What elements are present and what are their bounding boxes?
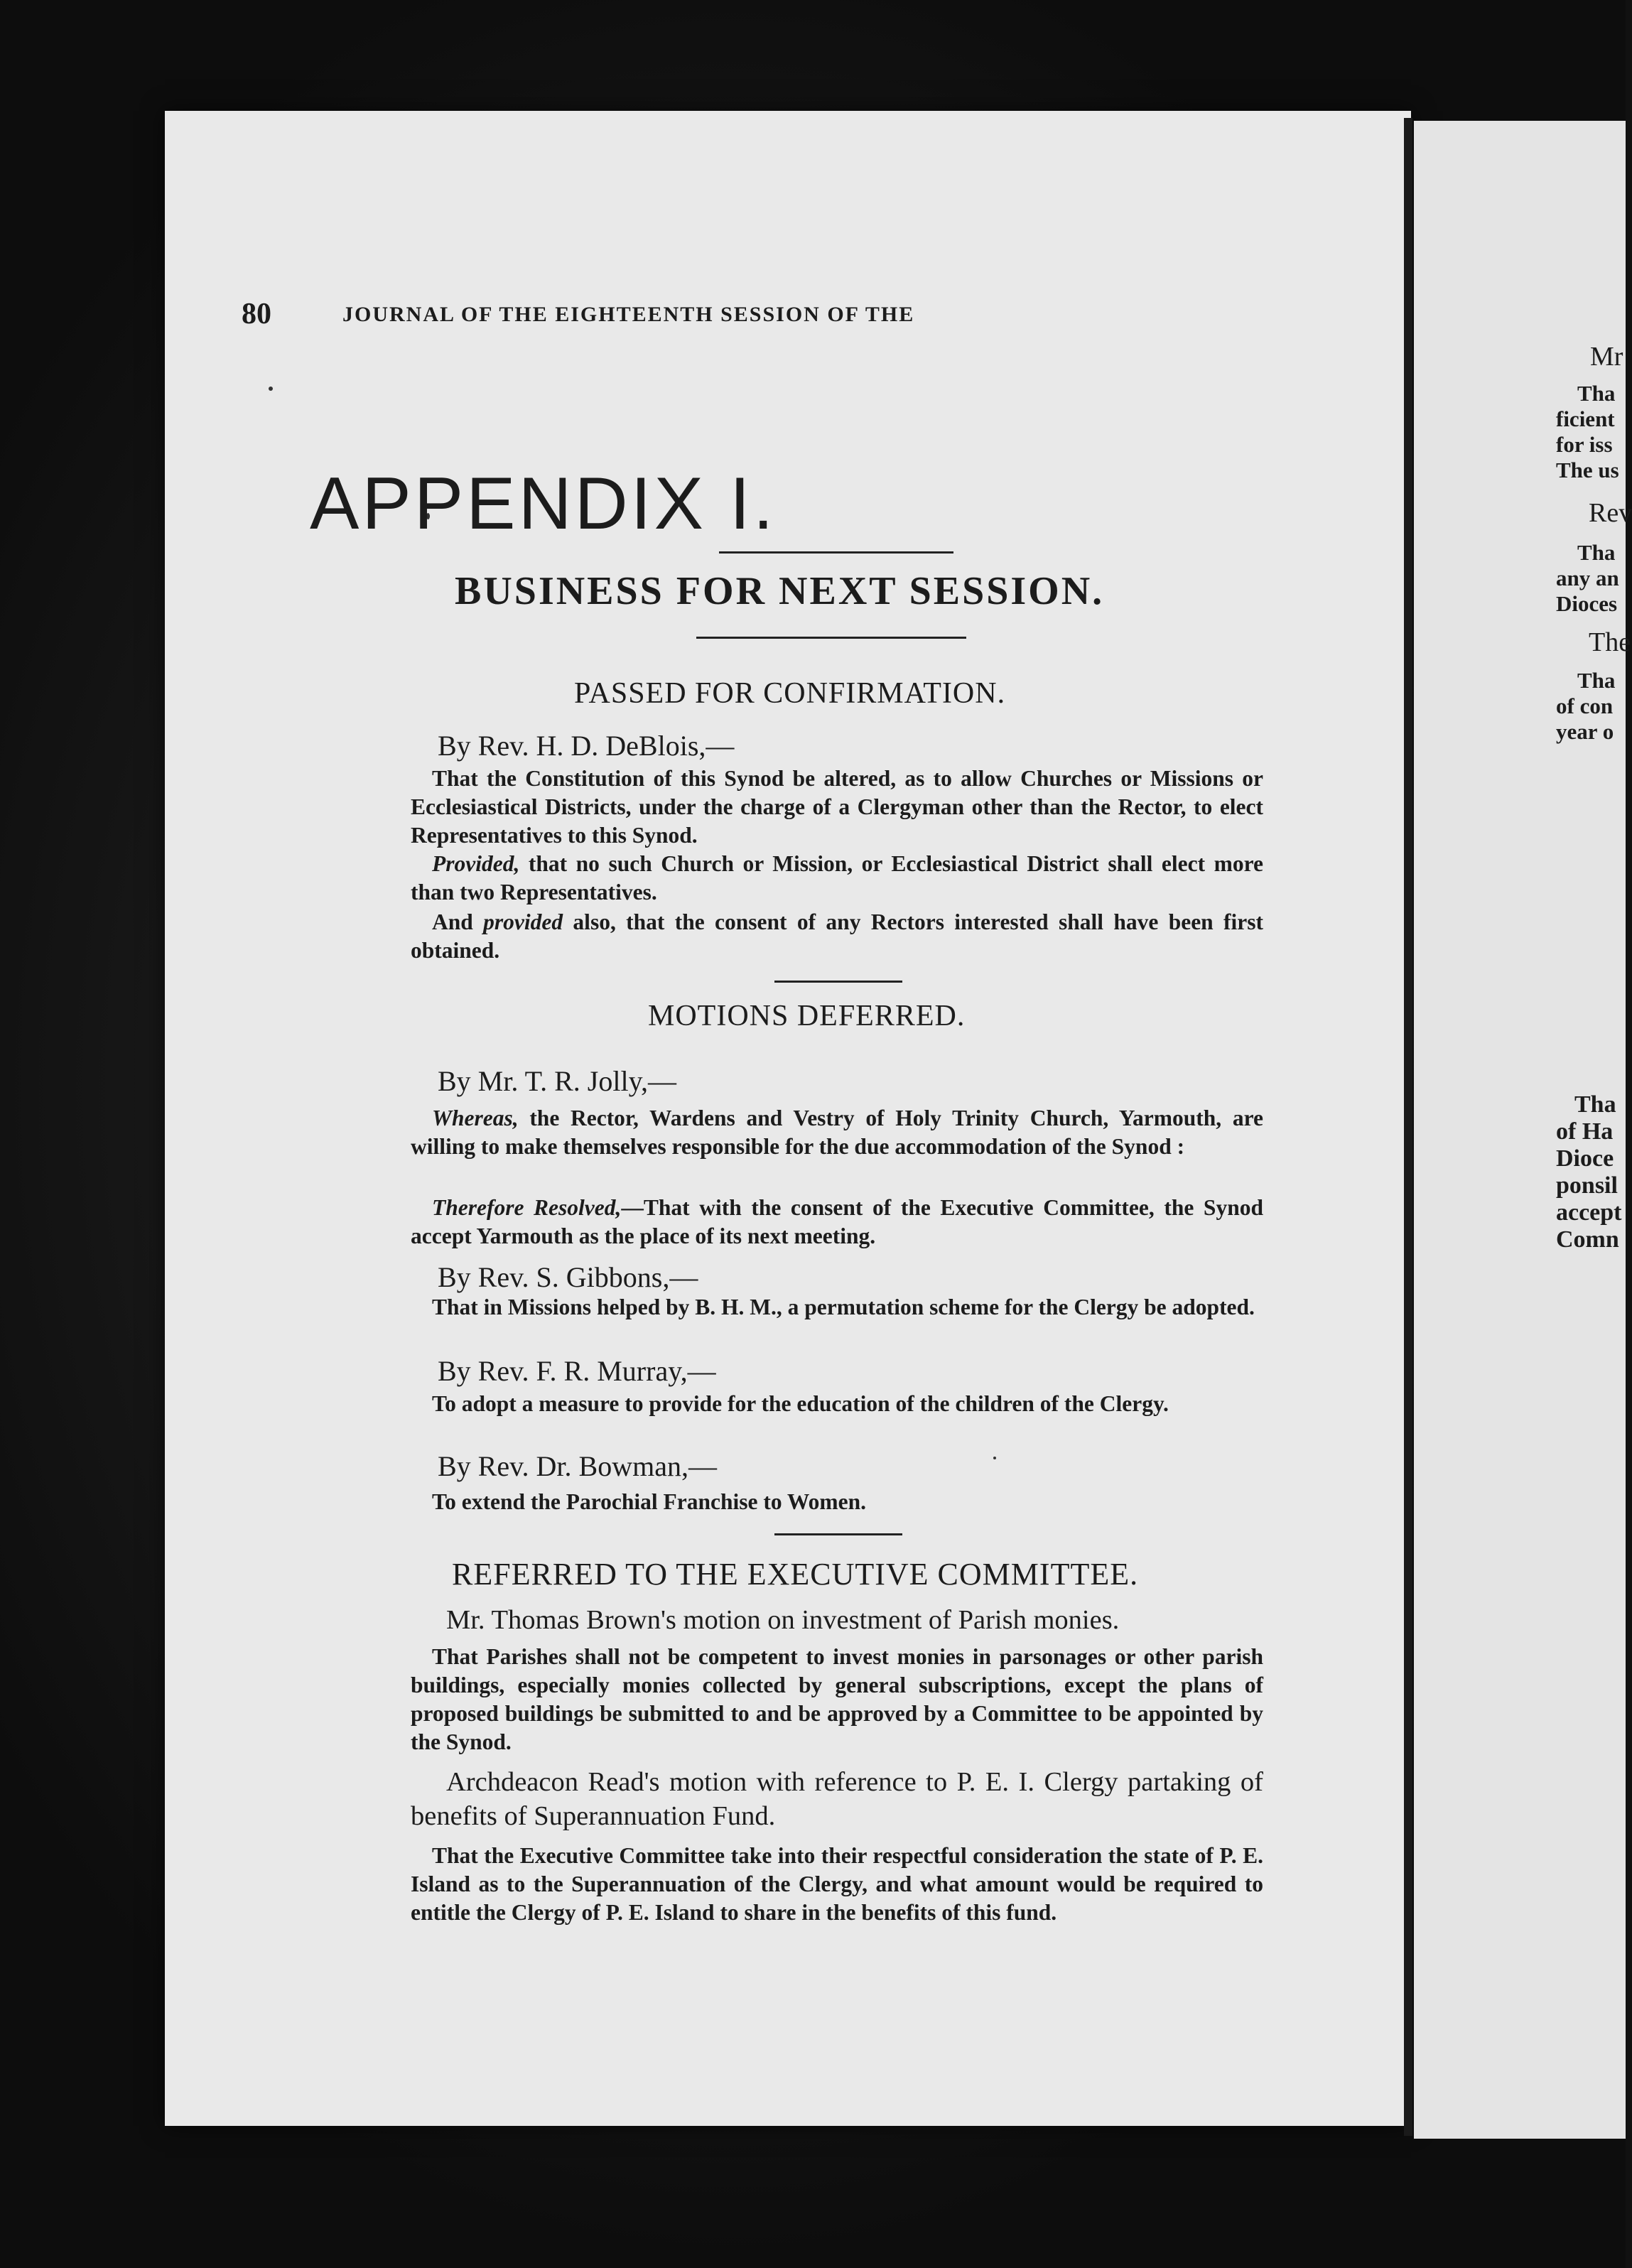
- facing-text: of con: [1556, 693, 1614, 718]
- paragraph-text: also, that the consent of any Rectors interested shall have been first obtained.: [411, 909, 1263, 963]
- facing-text: accept: [1556, 1199, 1622, 1226]
- emphasis: provided: [483, 909, 563, 934]
- facing-text: ponsil: [1556, 1172, 1618, 1199]
- facing-text: Dioce: [1556, 1145, 1614, 1172]
- speck: [993, 1457, 996, 1459]
- paragraph: To extend the Parochial Franchise to Women.: [432, 1489, 867, 1514]
- facing-text: The us: [1556, 458, 1619, 482]
- facing-text: Dioces: [1556, 591, 1618, 616]
- speck: [269, 387, 273, 391]
- motion-title: Archdeacon Read's motion with reference to P. E. I. Clergy partaking of benefits of Superannuation Fund.: [411, 1767, 1263, 1831]
- paragraph: That in Missions helped by B. H. M., a permutation scheme for the Clergy be adopted.: [432, 1295, 1255, 1319]
- page-gutter: [1404, 118, 1412, 2136]
- facing-text: Mr: [1590, 342, 1623, 372]
- appendix-title: APPENDIX I.: [310, 463, 777, 545]
- paragraph-text: And: [432, 909, 484, 934]
- mover: By Rev. Dr. Bowman,—: [438, 1450, 717, 1482]
- facing-text: ficient: [1556, 406, 1615, 431]
- facing-text: of Ha: [1556, 1118, 1614, 1145]
- divider: [774, 981, 902, 983]
- paragraph: [411, 850, 1263, 907]
- divider: [774, 1533, 902, 1535]
- business-title: BUSINESS FOR NEXT SESSION.: [455, 569, 1105, 613]
- facing-text: Tha: [1577, 381, 1616, 406]
- facing-text: The: [1589, 627, 1631, 657]
- paragraph: That the Executive Committee take into their respectful consideration the state of P. E. Island as to the Superannuation of the Clergy, and what amount would be required to entitle the Clergy of P. E. Island to share in the benefits of this fund.: [411, 1843, 1263, 1925]
- mover: By Rev. H. D. DeBlois,—: [438, 730, 735, 762]
- emphasis: Therefore Resolved,: [432, 1195, 622, 1220]
- facing-text: Tha: [1577, 540, 1616, 565]
- paragraph-text: the Rector, Wardens and Vestry of Holy Trinity Church, Yarmouth, are willing to make themselves responsible for the due accommodation of the Synod :: [411, 1106, 1263, 1159]
- page-number: 80: [242, 298, 271, 330]
- section-heading-deferred: MOTIONS DEFERRED.: [648, 1000, 966, 1032]
- facing-text: year o: [1556, 719, 1614, 744]
- facing-text: Comn: [1556, 1226, 1619, 1253]
- divider: [696, 637, 966, 639]
- paragraph: That Parishes shall not be competent to invest monies in parsonages or other parish buildings, especially monies collected by general subscriptions, except the plans of proposed buildings be submitted to and be approved by a Committee to be appointed by the Synod.: [411, 1644, 1263, 1754]
- paragraph: To adopt a measure to provide for the education of the children of the Clergy.: [432, 1391, 1169, 1416]
- emphasis: Provided,: [432, 851, 520, 876]
- divider: [719, 551, 953, 554]
- running-title: JOURNAL OF THE EIGHTEENTH SESSION OF THE: [342, 303, 915, 326]
- paragraph: That the Constitution of this Synod be altered, as to allow Churches or Missions or Ecclesiastical Districts, under the charge of a Clergyman other than the Rector, to elect Representatives to this Synod.: [411, 766, 1263, 848]
- motion-title: Mr. Thomas Brown's motion on investment of Parish monies.: [446, 1605, 1120, 1635]
- paragraph-text: that no such Church or Mission, or Ecclesiastical District shall elect more than two Representatives.: [411, 851, 1263, 904]
- paragraph: [411, 1194, 1263, 1251]
- section-heading-referred: REFERRED TO THE EXECUTIVE COMMITTEE.: [452, 1557, 1139, 1592]
- paragraph-text: —That with the consent of the Executive Committee, the Synod accept Yarmouth as the place of its next meeting.: [411, 1195, 1263, 1248]
- facing-text: Rev: [1589, 498, 1632, 528]
- mover: By Rev. F. R. Murray,—: [438, 1355, 716, 1387]
- section-heading-passed: PASSED FOR CONFIRMATION.: [574, 677, 1006, 710]
- facing-page: [1414, 121, 1632, 2139]
- facing-text: any an: [1556, 566, 1619, 590]
- paragraph: [411, 1104, 1263, 1161]
- facing-text: for iss: [1556, 432, 1613, 457]
- running-header: [242, 297, 1265, 333]
- facing-text: Tha: [1574, 1091, 1616, 1118]
- mover: By Rev. S. Gibbons,—: [438, 1261, 698, 1293]
- mover: By Mr. T. R. Jolly,—: [438, 1065, 676, 1097]
- emphasis: Whereas,: [432, 1106, 519, 1130]
- facing-text: Tha: [1577, 668, 1616, 693]
- paragraph: [411, 908, 1263, 965]
